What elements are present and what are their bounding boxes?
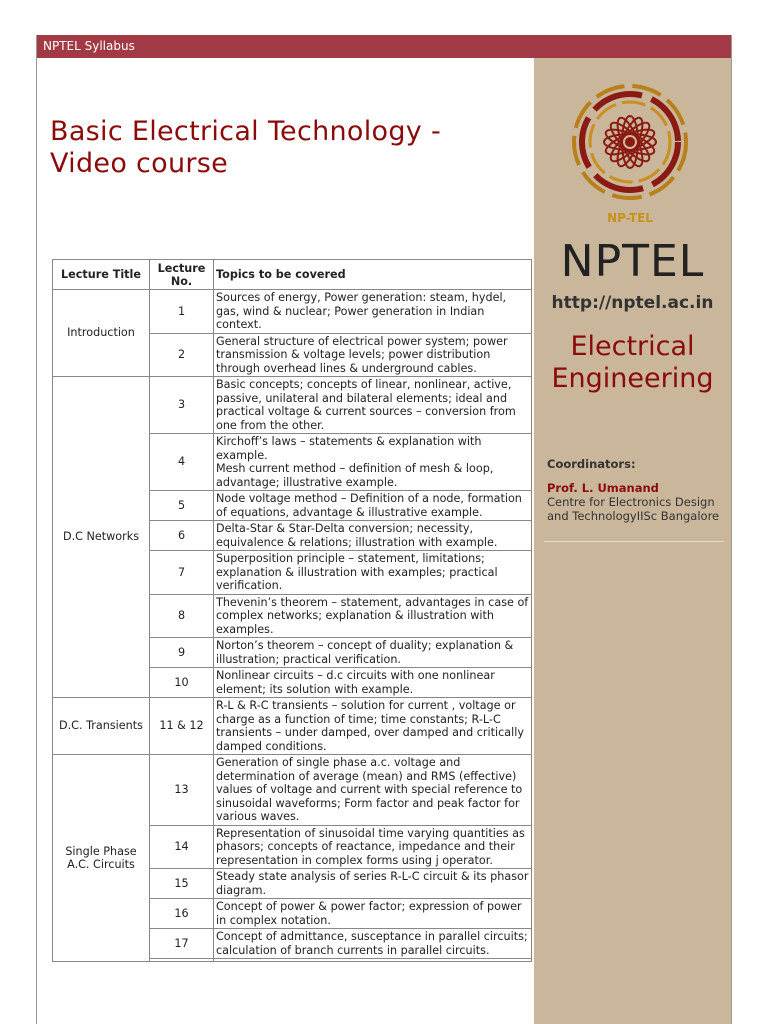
lecture-number-cell: 1 (150, 290, 214, 334)
lecture-number-cell: 9 (150, 638, 214, 668)
lecture-title-cell: Introduction (53, 290, 150, 377)
lecture-number-cell (150, 959, 214, 962)
lecture-title-cell: D.C. Transients (53, 698, 150, 755)
lecture-number-cell: 16 (150, 899, 214, 929)
lecture-title-cell: Single Phase A.C. Circuits (53, 755, 150, 962)
topics-cell: Generation of single phase a.c. voltage and determination of average (mean) and RMS (effective) values of voltage and current with special reference to sinusoidal waveforms; Form factor and peak factor for various waves. (214, 755, 532, 826)
topics-cell: Norton’s theorem – concept of duality; explanation & illustration; practical verification. (214, 638, 532, 668)
header-bar (37, 35, 731, 58)
lecture-number-cell: 2 (150, 333, 214, 377)
topics-cell: Thevenin’s theorem – statement, advantages in case of complex networks; explanation & illustration with examples. (214, 594, 532, 638)
lecture-number-cell: 5 (150, 491, 214, 521)
syllabus-table (52, 259, 532, 962)
nptel-logo-icon (564, 78, 696, 226)
sidebar (534, 58, 731, 1024)
topics-cell: Node voltage method – Definition of a node, formation of equations, advantage & illustrative example. (214, 491, 532, 521)
lecture-number-cell: 17 (150, 929, 214, 959)
topics-cell: R-L & R-C transients – solution for current , voltage or charge as a function of time; time constants; R-L-C transients – under damped, over damped and critically damped conditions. (214, 698, 532, 755)
lecture-number-cell: 8 (150, 594, 214, 638)
topics-cell: Sources of energy, Power generation: steam, hydel, gas, wind & nuclear; Power generation in Indian context. (214, 290, 532, 334)
lecture-number-cell: 10 (150, 668, 214, 698)
header-label: NPTEL Syllabus (43, 39, 135, 53)
table-row (53, 698, 532, 755)
lecture-number-cell: 15 (150, 869, 214, 899)
topics-cell: Nonlinear circuits – d.c circuits with one nonlinear element; its solution with example. (214, 668, 532, 698)
topics-cell: Concept of admittance, susceptance in parallel circuits; calculation of branch currents in parallel circuits. (214, 929, 532, 959)
lecture-title-cell: D.C Networks (53, 377, 150, 698)
coordinators-label: Coordinators: (547, 457, 636, 471)
coordinator-name: Prof. L. Umanand (547, 481, 659, 495)
site-url-link[interactable]: http://nptel.ac.in (551, 293, 714, 313)
topics-cell (214, 959, 532, 962)
lecture-number-cell: 3 (150, 377, 214, 434)
topics-cell: Kirchoff’s laws – statements & explanation with example. Mesh current method – definition of mesh & loop, advantage; illustrative example. (214, 434, 532, 491)
topics-cell: Representation of sinusoidal time varying quantities as phasors; concepts of reactance, impedance and their representation in complex forms using j operator. (214, 825, 532, 869)
lecture-number-cell: 11 & 12 (150, 698, 214, 755)
sidebar-divider (544, 541, 724, 542)
department-name: Electrical Engineering (551, 331, 714, 394)
lecture-number-cell: 6 (150, 521, 214, 551)
topics-cell: Basic concepts; concepts of linear, nonlinear, active, passive, unilateral and bilateral elements; ideal and practical voltage & current sources – conversion from one from the other. (214, 377, 532, 434)
col-header-lecture-no: Lecture No. (150, 260, 214, 290)
topics-cell: Concept of power & power factor; expression of power in complex notation. (214, 899, 532, 929)
lecture-number-cell: 7 (150, 551, 214, 595)
col-header-lecture-title: Lecture Title (53, 260, 150, 290)
table-header-row (53, 260, 532, 290)
lecture-number-cell: 13 (150, 755, 214, 826)
col-header-topics: Topics to be covered (214, 260, 532, 290)
table-row (53, 377, 532, 434)
topics-cell: Delta-Star & Star-Delta conversion; necessity, equivalence & relations; illustration with example. (214, 521, 532, 551)
logo-text: NP-TEL (607, 211, 653, 225)
table-body (53, 290, 532, 962)
table-row (53, 290, 532, 334)
brand-name: NPTEL (560, 236, 705, 287)
topics-cell: General structure of electrical power system; power transmission & voltage levels; power distribution through overhead lines & underground cables. (214, 333, 532, 377)
coordinator-affiliation: Centre for Electronics Design and TechnologyIISc Bangalore (547, 495, 720, 523)
topics-cell: Superposition principle – statement, limitations; explanation & illustration with examples; practical verification. (214, 551, 532, 595)
topics-cell: Steady state analysis of series R-L-C circuit & its phasor diagram. (214, 869, 532, 899)
course-title: Basic Electrical Technology - Video course (50, 116, 442, 179)
syllabus-page (36, 35, 732, 1024)
main-content (37, 58, 534, 1024)
table-row (53, 755, 532, 826)
lecture-number-cell: 14 (150, 825, 214, 869)
lecture-number-cell: 4 (150, 434, 214, 491)
